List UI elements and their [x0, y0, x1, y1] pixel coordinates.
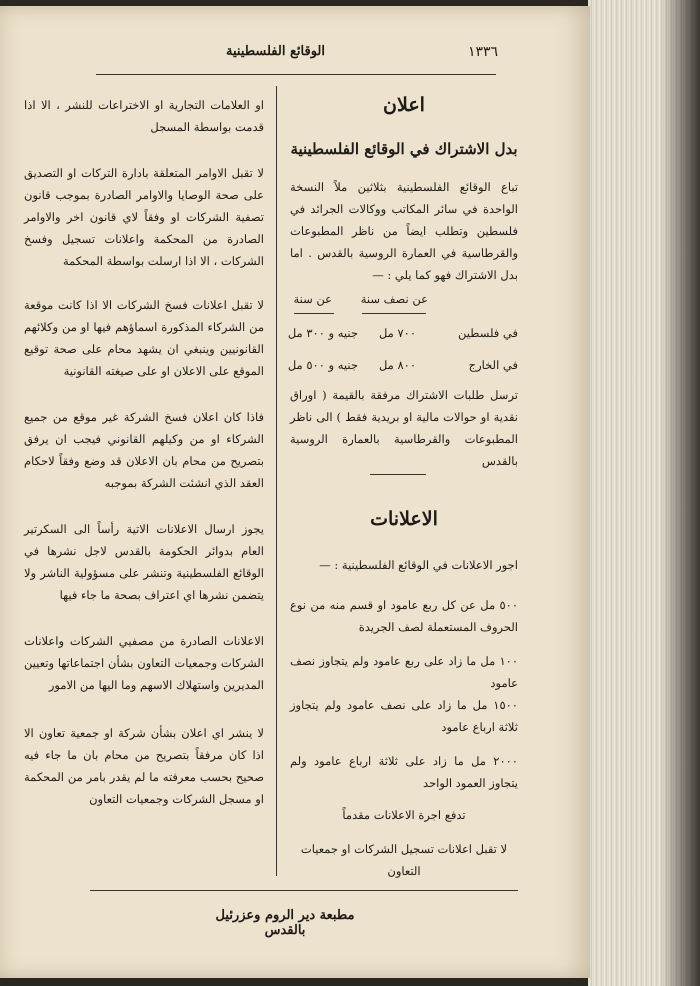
journal-title: الوقائع الفلسطينية — [226, 44, 325, 59]
ad-rate-item: ١٠٠ مل ما زاد على ربع عامود ولم يتجاوز نصف عامود — [290, 654, 518, 690]
left-paragraph: يجوز ارسال الاعلانات الاتية رأساً الى السكرتير العام بدوائر الحكومة بالقدس لاجل نشرها في الوقائع الفلسطينية وتنشر على مسؤولية الناشر ولا يتضمن نشرها اي اعتراف بصحة ما جاء فيها — [24, 522, 264, 602]
row-place: في الخارج — [468, 358, 518, 372]
left-paragraph: او العلامات التجارية او الاختراعات للنشر ، الا اذا قدمت بواسطة المسجل — [24, 98, 264, 134]
subscription-table-header — [290, 288, 518, 310]
footer-rule — [90, 890, 518, 891]
ad-rate-item: ٥٠٠ مل عن كل ربع عامود او قسم منه من نوع الحروف المستعملة لصف الجريدة — [290, 598, 518, 634]
subscription-row-palestine — [287, 322, 518, 344]
row-year: جنيه و ٥٠٠ مل — [287, 358, 358, 372]
page-number: ١٣٣٦ — [468, 44, 499, 60]
left-column — [24, 94, 264, 874]
row-half-year: ٨٠٠ مل — [378, 358, 416, 372]
book-spine-shadow — [660, 0, 700, 986]
left-paragraph: لا تقبل اعلانات فسخ الشركات الا اذا كانت موقعة من الشركاء المذكورة اسماؤهم فيها او من وكلائهم القانونيين وينبغي ان يشهد محام على صحة توقيع الموقع على الاعلان او على صيغته القانونية — [24, 298, 264, 378]
subscription-row-abroad — [287, 354, 518, 376]
col-year: عن سنة — [293, 292, 332, 306]
ad-rate-item: ٢٠٠٠ مل ما زاد على ثلاثة ارباع عامود ولم يتجاوز العمود الواحد — [290, 754, 518, 790]
ads-title: الاعلانات — [370, 508, 438, 530]
row-half-year: ٧٠٠ مل — [378, 326, 416, 340]
prepay-note: تدفع اجرة الاعلانات مقدماً — [342, 808, 466, 822]
ad-rate-item: ١٥٠٠ مل ما زاد على نصف عامود ولم يتجاوز ثلاثة ارباع عامود — [290, 698, 518, 734]
gazette-page — [0, 6, 590, 978]
subscription-heading: بدل الاشتراك في الوقائع الفلسطينية — [290, 140, 518, 158]
section-divider — [370, 474, 426, 475]
row-place: في فلسطين — [458, 326, 518, 340]
left-paragraph: لا ينشر اي اعلان بشأن شركة او جمعية تعاون الا اذا كان مرفقاً بتصريح من محام بان ما جاء فيه صحيح بحسب معرفته ما لم يقدر بامر من المحكمة او مسجل الشركات وجمعيات التعاون — [24, 726, 264, 806]
ads-intro: اجور الاعلانات في الوقائع الفلسطينية : — — [319, 558, 518, 572]
subscription-intro: تباع الوقائع الفلسطينية بثلاثين ملاً النسخة الواحدة في سائر المكاتب ووكالات الجرائد في فلسطين وتطلب ايضاً من ناظر المطبوعات والقرطاسية في العمارة الروسية بالقدس . اما بدل الاشتراك فهو كما يلي : — — [290, 180, 518, 282]
col-half-year: عن نصف سنة — [360, 292, 428, 306]
year-underline — [294, 313, 334, 314]
notice-title: اعلان — [383, 94, 425, 116]
printer-imprint: مطبعة دير الروم وعزرئيل بالقدس — [215, 908, 355, 938]
left-paragraph: الاعلانات الصادرة من مصفيي الشركات واعلانات الشركات وجمعيات التعاون بشأن اجتماعاتها وتعيين المديرين واستهلاك الاسهم وما اليها من الامور — [24, 634, 264, 692]
registration-note: لا تقبل اعلانات تسجيل الشركات او جمعيات التعاون — [300, 842, 508, 878]
left-paragraph: لا تقبل الاوامر المتعلقة بادارة التركات او التصديق على صحة الوصايا والاوامر الصادرة بموجب قانون تصفية الشركات او وفقاً لاي قانون اخر والاوامر الصادرة من المحكمة واعلانات تسجيل وفسخ الشركات ، الا اذا ارسلت بواسطة المحكمة — [24, 166, 264, 268]
half-year-underline — [362, 313, 426, 314]
header-rule — [96, 74, 496, 75]
column-divider — [276, 86, 277, 876]
right-column — [287, 94, 518, 878]
row-year: جنيه و ٣٠٠ مل — [287, 326, 358, 340]
remittance-text: ترسل طلبات الاشتراك مرفقة بالقيمة ( اوراق نقدية او حوالات مالية او بريدية فقط ) الى ناظر المطبوعات والقرطاسية بالعمارة الروسية بالقدس — [290, 388, 518, 468]
left-paragraph: فاذا كان اعلان فسخ الشركة غير موقع من جميع الشركاء او من وكيلهم القانوني فيجب ان يرفق بتصريح من محام بان الاعلان قد وضع وفقاً لاحكام العقد الذي انشئت الشركة بموجبه — [24, 410, 264, 490]
